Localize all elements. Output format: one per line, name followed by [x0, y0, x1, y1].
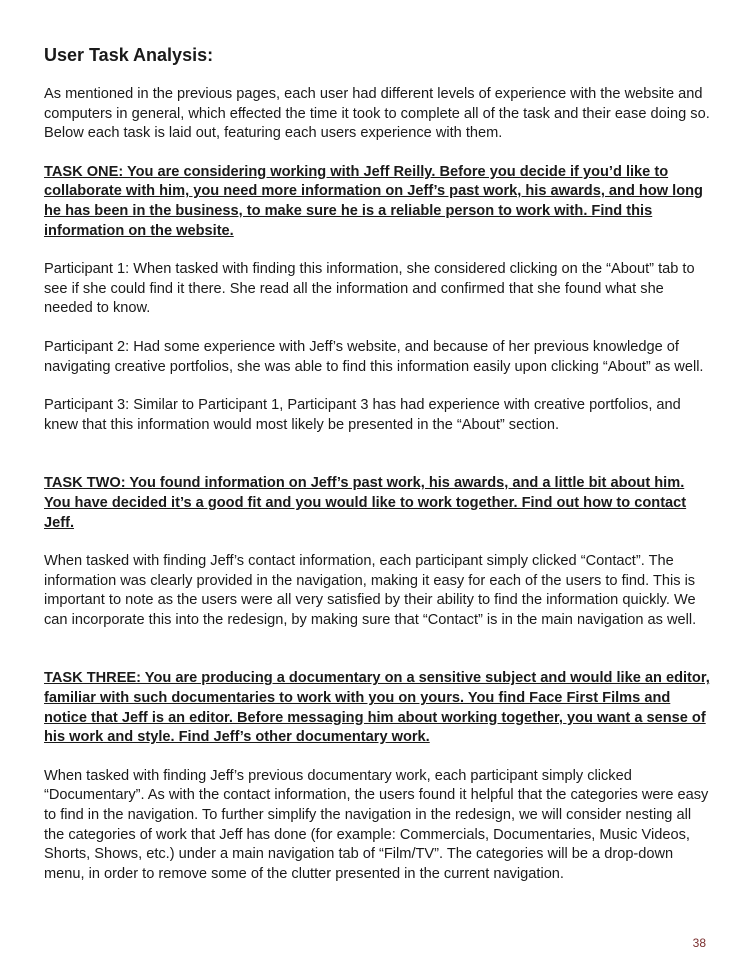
- section-spacer: [44, 649, 710, 669]
- task-one-participant-1: Participant 1: When tasked with finding this information, she considered clicking on the “About” tab to see if she could find it there. She read all the information and confirmed that she found what she needed to know.: [44, 261, 695, 317]
- task-two-section: [44, 474, 710, 630]
- task-three-section: [44, 669, 710, 884]
- intro-paragraph: As mentioned in the previous pages, each user had different levels of experience with the website and computers in general, which effected the time it took to complete all of the task and their ease doing so. Below each task is laid out, featuring each users experience with them.: [44, 86, 710, 142]
- task-one-participant-2: Participant 2: Had some experience with Jeff’s website, and because of her previous knowledge of navigating creative portfolios, she was able to find this information easily upon clicking “About” as well.: [44, 338, 704, 375]
- task-one-heading: TASK ONE: You are considering working with Jeff Reilly. Before you decide if you’d like to collaborate with him, you need more information on Jeff’s past work, his awards, and how long he has been in the business, to make sure he is a reliable person to work with. Find this information on the website.: [44, 163, 703, 239]
- task-three-heading: TASK THREE: You are producing a documentary on a sensitive subject and would like an editor, familiar with such documentaries to work with you on yours. You find Face First Films and notice that Jeff is an editor. Before messaging him about working together, you want a sense of his work and style. Find Jeff’s other documentary work.: [44, 670, 710, 746]
- task-one-participant-3: Participant 3: Similar to Participant 1, Participant 3 has had experience with creative portfolios, and knew that this information would most likely be presented in the “About” section.: [44, 397, 681, 433]
- document-page: [44, 44, 710, 903]
- task-three-findings: When tasked with finding Jeff’s previous documentary work, each participant simply clicked “Documentary”. As with the contact information, the users found it helpful that the categories were easy to find in the navigation. To further simplify the navigation in the redesign, we will consider nesting all the categories of work that Jeff has done (for example: Commercials, Documentaries, Music Videos, Shorts, Shows, etc.) under a main navigation tab of “Film/TV”. The categories will be a drop-down menu, in order to remove some of the clutter presented in the current navigation.: [44, 767, 709, 882]
- task-two-findings: When tasked with finding Jeff’s contact information, each participant simply clicked “Contact”. The information was clearly provided in the navigation, making it easy for each of the users to find. This is important to note as the users were all very satisfied by their ability to find the information quickly. We can incorporate this into the redesign, by making sure that “Contact” is in the main navigation as well.: [44, 553, 697, 628]
- page-title: User Task Analysis:: [44, 45, 214, 65]
- page-number: 38: [692, 936, 706, 950]
- section-spacer: [44, 454, 710, 474]
- task-two-heading: TASK TWO: You found information on Jeff’s past work, his awards, and a little bit about him. You have decided it’s a good fit and you would like to work together. Find out how to contact Jeff.: [44, 475, 687, 531]
- task-one-section: [44, 163, 710, 436]
